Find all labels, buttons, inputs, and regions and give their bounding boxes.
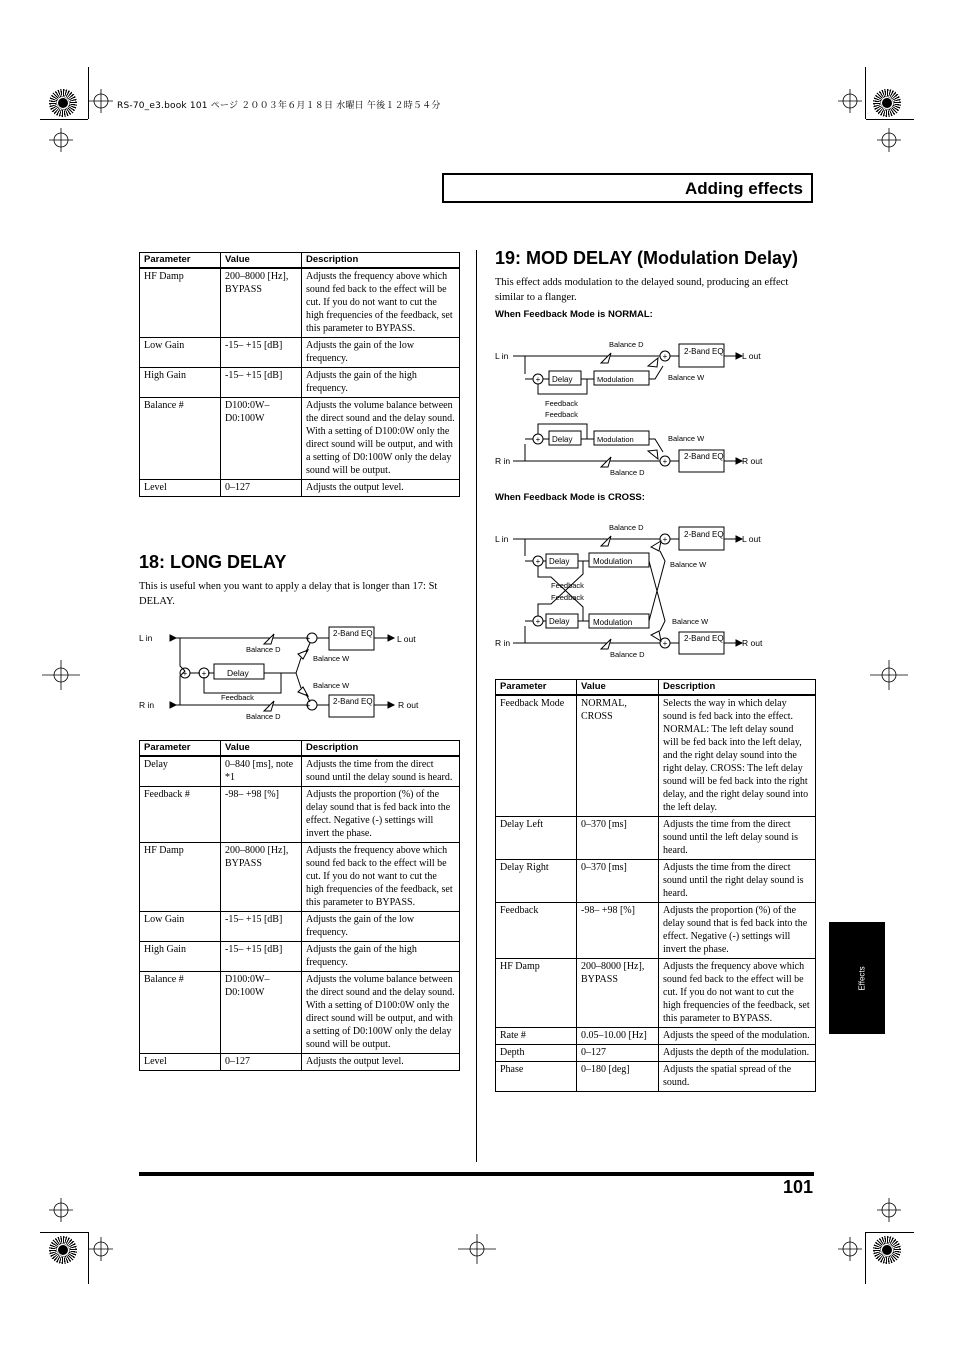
- footer-rule: [139, 1172, 814, 1176]
- crosshair-icon: [458, 1234, 496, 1264]
- param-name: Feedback Mode: [496, 695, 577, 817]
- l-in-label: L in: [495, 534, 509, 544]
- table-row: [140, 787, 460, 843]
- table-row: [140, 368, 460, 398]
- table-row: [496, 1028, 816, 1045]
- table-row: [496, 903, 816, 959]
- balance-w-label: Balance W: [313, 681, 350, 690]
- param-description: Adjusts the frequency above which sound fed back to the effect will be cut. If you do not want to cut the high frequencies of the feedback, set this parameter to BYPASS.: [659, 959, 816, 1028]
- param-description: Adjusts the output level.: [302, 480, 460, 497]
- param-value: 0–127: [221, 1054, 302, 1071]
- svg-text:+: +: [662, 535, 668, 544]
- param-description: Selects the way in which delay sound is fed back into the effect. NORMAL: The left delay sound will be fed back into the left delay, and the right delay sound into the right delay. CROSS: The left delay sound will be fed back into the right delay, and the right delay sound into the left delay.: [659, 695, 816, 817]
- table-row: [496, 1045, 816, 1062]
- l-out-label: L out: [742, 534, 761, 544]
- table-row: [140, 942, 460, 972]
- l-in-label: L in: [495, 351, 509, 361]
- crosshair-icon: [89, 89, 113, 113]
- balance-w-label: Balance W: [668, 373, 705, 382]
- svg-text:+: +: [662, 639, 668, 648]
- param-value: -15– +15 [dB]: [221, 338, 302, 368]
- long-delay-diagram: [136, 622, 436, 726]
- column-header: Description: [659, 680, 816, 696]
- param-name: Depth: [496, 1045, 577, 1062]
- param-value: 200–8000 [Hz], BYPASS: [221, 843, 302, 912]
- modulation-box-label: Modulation: [597, 435, 634, 444]
- table-row: [140, 480, 460, 497]
- section-title: Adding effects: [684, 179, 803, 198]
- column-header: Value: [577, 680, 659, 696]
- mod-delay-intro: This effect adds modulation to the delayed sound, producing an effect similar to a flanger.: [495, 277, 789, 303]
- svg-text:+: +: [305, 634, 311, 643]
- balance-w-label: Balance W: [313, 654, 350, 663]
- table-row: [140, 338, 460, 368]
- delay-box-label: Delay: [549, 557, 570, 566]
- crosshair-icon: [42, 660, 80, 690]
- balance-w-label: Balance W: [672, 617, 709, 626]
- l-out-label: L out: [397, 634, 416, 644]
- param-value: 0–127: [221, 480, 302, 497]
- param-description: Adjusts the gain of the high frequency.: [302, 942, 460, 972]
- table-row: [140, 398, 460, 480]
- column-header: Description: [302, 253, 460, 269]
- balance-d-label: Balance D: [609, 340, 644, 349]
- svg-text:+: +: [662, 352, 668, 361]
- delay-box-label: Delay: [549, 617, 570, 626]
- table-row: [496, 959, 816, 1028]
- param-value: 0–840 [ms], note *1: [221, 756, 302, 787]
- param-description: Adjusts the gain of the low frequency.: [302, 338, 460, 368]
- param-value: 0–370 [ms]: [577, 817, 659, 860]
- param-value: 200–8000 [Hz], BYPASS: [577, 959, 659, 1028]
- param-name: High Gain: [140, 942, 221, 972]
- param-name: Level: [140, 1054, 221, 1071]
- param-description: Adjusts the volume balance between the direct sound and the delay sound. With a setting of D100:0W only the direct sound will be output, and with a setting of D0:100W only the delay sound will be output.: [302, 972, 460, 1054]
- param-name: Balance #: [140, 398, 221, 480]
- feedback-label: Feedback: [545, 410, 578, 419]
- balance-d-label: Balance D: [609, 523, 644, 532]
- param-description: Adjusts the time from the direct sound until the right delay sound is heard.: [659, 860, 816, 903]
- r-in-label: R in: [495, 638, 511, 648]
- column-header: Parameter: [496, 680, 577, 696]
- eq-label: 2-Band EQ: [684, 530, 724, 539]
- balance-d-label: Balance D: [610, 468, 645, 477]
- param-description: Adjusts the depth of the modulation.: [659, 1045, 816, 1062]
- balance-d-label: Balance D: [246, 712, 281, 721]
- param-value: -98– +98 [%]: [221, 787, 302, 843]
- table-row: [496, 1062, 816, 1092]
- l-in-label: L in: [139, 633, 153, 643]
- param-description: Adjusts the speed of the modulation.: [659, 1028, 816, 1045]
- param-description: Adjusts the frequency above which sound fed back to the effect will be cut. If you do not want to cut the high frequencies of the feedback, set this parameter to BYPASS.: [302, 843, 460, 912]
- table-row: [140, 912, 460, 942]
- param-name: Low Gain: [140, 912, 221, 942]
- cross-mode-heading: When Feedback Mode is CROSS:: [495, 492, 645, 503]
- modulation-box-label: Modulation: [593, 557, 633, 566]
- svg-text:+: +: [535, 617, 541, 626]
- param-description: Adjusts the output level.: [302, 1054, 460, 1071]
- svg-text:+: +: [535, 435, 541, 444]
- feedback-label: Feedback: [545, 399, 578, 408]
- column-header: Parameter: [140, 741, 221, 757]
- param-description: Adjusts the proportion (%) of the delay sound that is fed back into the effect. Negative (-) settings will invert the phase.: [302, 787, 460, 843]
- table-row: [496, 695, 816, 817]
- eq-label: 2-Band EQ: [333, 629, 373, 638]
- param-description: Adjusts the time from the direct sound until the delay sound is heard.: [302, 756, 460, 787]
- balance-w-label: Balance W: [670, 560, 707, 569]
- svg-text:+: +: [201, 669, 207, 678]
- param-name: Delay Left: [496, 817, 577, 860]
- mod-delay-title: 19: MOD DELAY (Modulation Delay): [495, 248, 799, 268]
- param-value: -98– +98 [%]: [577, 903, 659, 959]
- r-out-label: R out: [398, 700, 419, 710]
- param-name: Balance #: [140, 972, 221, 1054]
- table-row: [140, 1054, 460, 1071]
- param-name: HF Damp: [140, 843, 221, 912]
- delay-box-label: Delay: [552, 435, 573, 444]
- param-value: 0–370 [ms]: [577, 860, 659, 903]
- feedback-label: Feedback: [551, 581, 584, 590]
- param-description: Adjusts the time from the direct sound until the left delay sound is heard.: [659, 817, 816, 860]
- param-description: Adjusts the gain of the low frequency.: [302, 912, 460, 942]
- l-out-label: L out: [742, 351, 761, 361]
- column-header: Parameter: [140, 253, 221, 269]
- crosshair-icon: [838, 89, 862, 113]
- param-value: 0.05–10.00 [Hz]: [577, 1028, 659, 1045]
- page-number: 101: [782, 1177, 813, 1197]
- param-value: -15– +15 [dB]: [221, 368, 302, 398]
- param-value: 0–180 [deg]: [577, 1062, 659, 1092]
- r-out-label: R out: [742, 456, 763, 466]
- r-in-label: R in: [139, 700, 155, 710]
- param-name: Delay Right: [496, 860, 577, 903]
- table-row: [140, 843, 460, 912]
- svg-text:+: +: [535, 557, 541, 566]
- long-delay-parameter-table: [139, 740, 460, 1071]
- param-value: -15– +15 [dB]: [221, 942, 302, 972]
- eq-label: 2-Band EQ: [684, 634, 724, 643]
- param-name: Delay: [140, 756, 221, 787]
- param-name: HF Damp: [496, 959, 577, 1028]
- param-description: Adjusts the frequency above which sound fed back to the effect will be cut. If you do not want to cut the high frequencies of the feedback, set this parameter to BYPASS.: [302, 268, 460, 338]
- svg-text:+: +: [662, 457, 668, 466]
- normal-mode-heading: When Feedback Mode is NORMAL:: [495, 309, 653, 320]
- param-name: Rate #: [496, 1028, 577, 1045]
- svg-text:+: +: [535, 375, 541, 384]
- long-delay-intro: This is useful when you want to apply a delay that is longer than 17: St DELAY.: [139, 581, 438, 607]
- mod-delay-parameter-table: [495, 679, 816, 1092]
- long-delay-title: 18: LONG DELAY: [139, 552, 287, 572]
- feedback-label: Feedback: [551, 593, 584, 602]
- side-tab-label: Effects: [857, 966, 867, 991]
- column-divider: [476, 250, 477, 1162]
- table-row: [140, 972, 460, 1054]
- delay-box-label: Delay: [552, 375, 573, 384]
- param-value: NORMAL, CROSS: [577, 695, 659, 817]
- param-name: Feedback: [496, 903, 577, 959]
- crosshair-icon: [838, 1237, 862, 1261]
- crosshair-icon: [877, 1198, 901, 1222]
- svg-text:+: +: [305, 701, 311, 710]
- eq-label: 2-Band EQ: [684, 452, 724, 461]
- modulation-box-label: Modulation: [593, 618, 633, 627]
- r-out-label: R out: [742, 638, 763, 648]
- param-value: 200–8000 [Hz], BYPASS: [221, 268, 302, 338]
- param-name: HF Damp: [140, 268, 221, 338]
- column-header: Description: [302, 741, 460, 757]
- crosshair-icon: [870, 660, 908, 690]
- param-value: D100:0W– D0:100W: [221, 398, 302, 480]
- svg-text:+: +: [182, 669, 188, 678]
- mod-delay-normal-diagram: [493, 336, 793, 478]
- param-value: -15– +15 [dB]: [221, 912, 302, 942]
- param-description: Adjusts the gain of the high frequency.: [302, 368, 460, 398]
- param-value: 0–127: [577, 1045, 659, 1062]
- table-row: [140, 756, 460, 787]
- column-header: Value: [221, 253, 302, 269]
- param-description: Adjusts the spatial spread of the sound.: [659, 1062, 816, 1092]
- param-name: Phase: [496, 1062, 577, 1092]
- table-row: [496, 860, 816, 903]
- section-header: [442, 173, 813, 203]
- job-header: RS-70_e3.book 101 ページ ２００３年６月１８日 水曜日 午後１２時５４分: [117, 101, 441, 111]
- table-row: [140, 268, 460, 338]
- feedback-label: Feedback: [221, 693, 254, 702]
- param-description: Adjusts the volume balance between the direct sound and the delay sound. With a setting of D100:0W only the direct sound will be output, and with a setting of D0:100W only the delay sound will be output.: [302, 398, 460, 480]
- top-parameter-table: [139, 252, 460, 497]
- balance-d-label: Balance D: [610, 650, 645, 659]
- r-in-label: R in: [495, 456, 511, 466]
- param-value: D100:0W– D0:100W: [221, 972, 302, 1054]
- crosshair-icon: [49, 128, 73, 152]
- modulation-box-label: Modulation: [597, 375, 634, 384]
- eq-label: 2-Band EQ: [684, 347, 724, 356]
- column-header: Value: [221, 741, 302, 757]
- balance-d-label: Balance D: [246, 645, 281, 654]
- crosshair-icon: [877, 128, 901, 152]
- crosshair-icon: [49, 1198, 73, 1222]
- mod-delay-cross-diagram: [493, 519, 793, 661]
- balance-w-label: Balance W: [668, 434, 705, 443]
- table-row: [496, 817, 816, 860]
- param-description: Adjusts the proportion (%) of the delay sound that is fed back into the effect. Negative (-) settings will invert the phase.: [659, 903, 816, 959]
- param-name: Low Gain: [140, 338, 221, 368]
- delay-box-label: Delay: [227, 668, 249, 678]
- eq-label: 2-Band EQ: [333, 697, 373, 706]
- param-name: High Gain: [140, 368, 221, 398]
- side-tab: [829, 922, 885, 1034]
- param-name: Feedback #: [140, 787, 221, 843]
- crosshair-icon: [89, 1237, 113, 1261]
- param-name: Level: [140, 480, 221, 497]
